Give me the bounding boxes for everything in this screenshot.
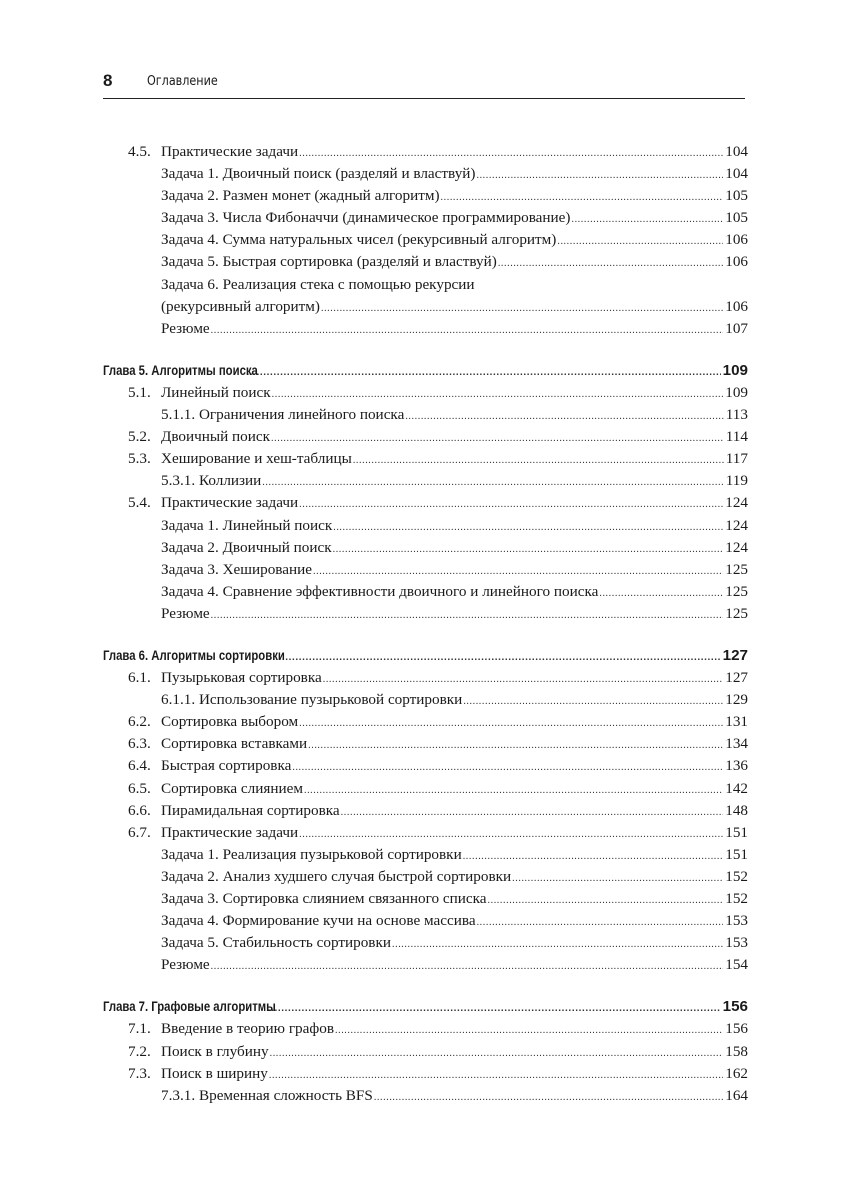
toc-entry-number: 7.3. <box>128 1064 151 1082</box>
toc-page-number: 114 <box>725 428 748 446</box>
dot-leader <box>512 868 723 890</box>
toc-entry-number: 6.1. <box>128 669 151 687</box>
dot-leader <box>268 998 721 1020</box>
dot-leader <box>278 647 720 669</box>
toc-entry-text <box>161 910 725 934</box>
toc-entry-title: Глава 5. Алгоритмы поиска <box>103 362 258 378</box>
toc-page-number: 152 <box>725 867 748 885</box>
toc-entry-text <box>161 559 725 583</box>
toc-entry-title: Задача 1. Двоичный поиск (разделяй и властвуй) <box>161 165 476 183</box>
toc-entry-number: 7.2. <box>128 1042 151 1060</box>
toc-page-number: 164 <box>725 1086 748 1104</box>
dot-leader <box>341 802 724 824</box>
toc-entry-text <box>128 448 726 472</box>
toc-entry[interactable] <box>103 954 748 976</box>
dot-leader <box>599 583 723 605</box>
dot-leader <box>211 320 724 342</box>
table-of-contents <box>103 141 748 1107</box>
toc-entry[interactable] <box>103 755 748 777</box>
toc-page-number: 109 <box>725 383 748 401</box>
dot-leader <box>246 362 720 384</box>
toc-page-number: 129 <box>725 691 748 709</box>
toc-entry-text <box>161 932 725 956</box>
toc-entry[interactable] <box>103 822 748 844</box>
toc-page-number: 124 <box>725 516 748 534</box>
toc-entry[interactable] <box>103 515 748 537</box>
toc-entry-title: Резюме <box>161 956 210 974</box>
toc-page-number: 104 <box>725 165 748 183</box>
dot-leader <box>405 406 723 428</box>
dot-leader <box>308 735 723 757</box>
toc-entry-number: 4.5. <box>128 143 151 160</box>
toc-entry[interactable] <box>103 185 748 207</box>
toc-page-number: 156 <box>722 998 748 1016</box>
toc-entry-title: 5.1.1. Ограничения линейного поиска <box>161 406 405 424</box>
dot-leader <box>333 517 723 539</box>
toc-entry[interactable] <box>103 581 748 603</box>
section-gap <box>103 340 748 360</box>
toc-entry-number: 5.1. <box>128 383 151 401</box>
toc-entry-number: 6.7. <box>128 823 151 841</box>
dot-leader <box>498 253 723 275</box>
toc-entry-text <box>128 778 725 802</box>
toc-entry-line <box>161 296 748 318</box>
dot-leader <box>392 934 723 956</box>
toc-chapter-entry[interactable] <box>103 996 748 1018</box>
dot-leader <box>476 165 723 187</box>
toc-page-number: 124 <box>725 494 748 512</box>
toc-entry[interactable] <box>103 207 748 229</box>
toc-entry[interactable] <box>103 141 748 163</box>
toc-page-number: 153 <box>725 934 748 952</box>
toc-page-number: 109 <box>722 361 748 379</box>
dot-leader <box>299 824 723 846</box>
toc-page-number: 106 <box>725 253 748 271</box>
toc-entry-title: Практические задачи <box>161 494 299 512</box>
toc-page-number: 156 <box>725 1020 748 1038</box>
toc-entry-text <box>128 1063 725 1087</box>
toc-entry-title: Задача 2. Анализ худшего случая быстрой сортировки <box>161 867 512 885</box>
dot-leader <box>211 605 724 627</box>
toc-entry-text <box>128 733 725 757</box>
toc-entry[interactable] <box>103 1063 748 1085</box>
toc-entry-text <box>128 667 725 691</box>
toc-page-number: 106 <box>725 297 748 315</box>
toc-entry-title: Введение в теорию графов <box>161 1020 334 1038</box>
toc-entry-text <box>128 141 725 165</box>
toc-entry-number: 5.2. <box>128 428 151 446</box>
dot-leader <box>299 143 723 165</box>
toc-entry-title: Задача 5. Стабильность сортировки <box>161 934 391 952</box>
toc-entry[interactable] <box>103 492 748 514</box>
toc-entry[interactable] <box>103 382 748 404</box>
toc-entry[interactable] <box>103 1041 748 1063</box>
toc-page-number: 125 <box>725 582 748 600</box>
toc-entry-title: 7.3.1. Временная сложность BFS <box>161 1086 373 1104</box>
toc-entry-text <box>161 844 725 868</box>
toc-entry[interactable] <box>103 800 748 822</box>
toc-chapter-entry[interactable] <box>103 360 748 382</box>
toc-entry-title: Линейный поиск <box>161 383 271 401</box>
toc-entry-title: Задача 3. Сортировка слиянием связанного списка <box>161 890 487 907</box>
dot-leader <box>272 384 724 406</box>
toc-page-number: 152 <box>725 890 748 907</box>
dot-leader <box>262 472 724 494</box>
dot-leader <box>477 912 724 934</box>
dot-leader <box>333 539 724 561</box>
page-number: 8 <box>103 71 113 90</box>
toc-entry-text <box>103 645 723 669</box>
dot-leader <box>269 1065 723 1087</box>
toc-page-number: 117 <box>725 450 748 468</box>
dot-leader <box>313 561 723 583</box>
toc-entry-text <box>128 800 725 824</box>
toc-entry-title: Задача 4. Сумма натуральных чисел (рекурсивный алгоритм) <box>161 231 557 249</box>
toc-entry-text <box>128 711 725 735</box>
dot-leader <box>270 1043 724 1065</box>
toc-entry-number: 5.3. <box>128 450 151 468</box>
toc-page-number: 151 <box>725 823 748 841</box>
toc-entry-text <box>161 229 725 253</box>
toc-entry[interactable] <box>103 251 748 273</box>
toc-page-number: 131 <box>725 713 748 731</box>
toc-entry[interactable] <box>103 910 748 932</box>
toc-entry-text <box>161 251 725 275</box>
toc-entry[interactable] <box>103 844 748 866</box>
toc-entry-title: Задача 3. Числа Фибоначчи (динамическое программирование) <box>161 209 571 227</box>
toc-entry-title: Задача 1. Линейный поиск <box>161 516 333 534</box>
toc-entry-title: Сортировка вставками <box>161 735 308 753</box>
toc-entry-text <box>128 318 725 342</box>
toc-entry-title: Задача 4. Сравнение эффективности двоичного и линейного поиска <box>161 582 599 600</box>
toc-entry-text <box>161 689 725 713</box>
toc-page-number: 125 <box>725 604 748 622</box>
toc-entry-text <box>103 360 723 384</box>
toc-entry-number: 6.5. <box>128 779 151 797</box>
toc-entry[interactable] <box>103 448 748 470</box>
toc-entry[interactable] <box>103 229 748 251</box>
dot-leader <box>271 428 724 450</box>
toc-entry[interactable] <box>103 163 748 185</box>
toc-page-number: 158 <box>725 1042 748 1060</box>
dot-leader <box>304 780 723 802</box>
toc-entry-title: Задача 6. Реализация стека с помощью рекурсии <box>161 275 475 293</box>
toc-entry-title: Практические задачи <box>161 143 299 160</box>
toc-entry[interactable] <box>103 888 748 910</box>
toc-entry-number: 6.2. <box>128 713 151 731</box>
toc-entry[interactable] <box>103 1085 748 1107</box>
toc-entry-title: Двоичный поиск <box>161 428 271 446</box>
toc-entry-number: 6.6. <box>128 801 151 819</box>
toc-entry-text <box>161 581 725 605</box>
toc-entry-text <box>161 207 725 231</box>
toc-entry[interactable] <box>103 667 748 689</box>
toc-entry-text <box>161 537 725 561</box>
toc-entry[interactable] <box>103 711 748 733</box>
toc-entry-number: 5.4. <box>128 494 151 512</box>
toc-entry[interactable] <box>103 426 748 448</box>
toc-entry-title: 5.3.1. Коллизии <box>161 472 262 490</box>
dot-leader <box>292 757 723 779</box>
toc-entry-text <box>161 404 726 428</box>
toc-entry-text <box>128 492 725 516</box>
dot-leader <box>299 494 723 516</box>
toc-page-number: 104 <box>725 143 748 160</box>
toc-entry-text <box>128 426 726 450</box>
dot-leader <box>211 956 724 978</box>
toc-page-number: 106 <box>725 231 748 249</box>
toc-page-number: 153 <box>725 912 748 930</box>
toc-entry-title: Сортировка выбором <box>161 713 299 731</box>
toc-entry[interactable] <box>103 318 748 340</box>
toc-entry[interactable] <box>103 559 748 581</box>
toc-entry-text <box>161 163 725 187</box>
toc-entry-title: Практические задачи <box>161 823 299 841</box>
toc-entry-title: Глава 7. Графовые алгоритмы <box>103 999 276 1015</box>
toc-entry[interactable] <box>103 866 748 888</box>
dot-leader <box>374 1087 723 1109</box>
toc-entry-title: Хеширование и хеш-таблицы <box>161 450 352 468</box>
toc-page-number: 107 <box>725 319 748 337</box>
dot-leader <box>571 209 723 231</box>
dot-leader <box>557 231 723 253</box>
toc-entry-title: 6.1.1. Использование пузырьковой сортировки <box>161 691 463 709</box>
toc-page-number: 124 <box>725 538 748 556</box>
toc-entry[interactable] <box>103 603 748 625</box>
dot-leader <box>463 846 724 868</box>
toc-entry-text <box>161 888 725 912</box>
toc-entry-text <box>161 185 725 209</box>
dot-leader <box>299 713 723 735</box>
toc-entry-text <box>128 1041 725 1065</box>
toc-entry-text <box>128 755 725 779</box>
toc-entry[interactable] <box>103 932 748 954</box>
page-header <box>103 68 745 99</box>
toc-entry-title: Сортировка слиянием <box>161 779 303 797</box>
toc-entry-title: Задача 4. Формирование кучи на основе массива <box>161 912 476 930</box>
toc-entry-title: Пирамидальная сортировка <box>161 801 340 819</box>
running-head: Оглавление <box>147 74 218 89</box>
toc-page-number: 134 <box>725 735 748 753</box>
toc-entry-title: Поиск в глубину <box>161 1042 269 1060</box>
dot-leader <box>321 298 723 320</box>
dot-leader <box>323 669 723 691</box>
toc-page-number: 162 <box>725 1064 748 1082</box>
toc-entry-title: Быстрая сортировка <box>161 757 292 775</box>
toc-entry-title: Резюме <box>161 604 210 622</box>
toc-entry-title: Задача 5. Быстрая сортировка (разделяй и властвуй) <box>161 253 497 271</box>
toc-entry-text <box>161 515 725 539</box>
toc-chapter-entry[interactable] <box>103 645 748 667</box>
toc-entry-title: Задача 3. Хеширование <box>161 560 312 578</box>
toc-entry-text <box>161 274 748 318</box>
toc-entry-title-continuation: (рекурсивный алгоритм) <box>161 297 320 315</box>
toc-page-number: 127 <box>722 646 748 664</box>
dot-leader <box>353 450 724 472</box>
toc-page-number: 136 <box>725 757 748 775</box>
toc-entry[interactable] <box>103 689 748 711</box>
section-gap <box>103 625 748 645</box>
toc-entry-number: 6.4. <box>128 757 151 775</box>
toc-entry-text <box>128 382 725 406</box>
toc-page-number: 148 <box>725 801 748 819</box>
toc-entry-title: Задача 2. Размен монет (жадный алгоритм) <box>161 187 440 205</box>
toc-entry[interactable] <box>103 1018 748 1040</box>
toc-page-number: 119 <box>725 472 748 490</box>
toc-entry-title: Задача 2. Двоичный поиск <box>161 538 332 556</box>
toc-entry[interactable] <box>103 470 748 492</box>
toc-entry[interactable] <box>103 733 748 755</box>
dot-leader <box>488 890 724 912</box>
toc-entry-text <box>128 1018 725 1042</box>
dot-leader <box>335 1020 723 1042</box>
toc-entry-text <box>128 822 725 846</box>
toc-page-number: 105 <box>725 209 748 227</box>
toc-entry-title: Поиск в ширину <box>161 1064 268 1082</box>
toc-entry-title: Пузырьковая сортировка <box>161 669 322 687</box>
toc-entry-text <box>161 470 726 494</box>
toc-page-number: 151 <box>725 845 748 863</box>
toc-entry[interactable] <box>103 404 748 426</box>
toc-entry-text <box>161 866 725 890</box>
toc-entry-text <box>128 954 725 978</box>
toc-page-number: 105 <box>725 187 748 205</box>
toc-page-number: 127 <box>725 669 748 687</box>
toc-entry-title: Глава 6. Алгоритмы сортировки <box>103 647 285 663</box>
toc-entry-text <box>128 603 725 627</box>
toc-page-number: 125 <box>725 560 748 578</box>
toc-entry-text <box>103 996 723 1020</box>
toc-page-number: 113 <box>725 406 748 424</box>
toc-entry-title: Задача 1. Реализация пузырьковой сортировки <box>161 845 462 863</box>
toc-page-number: 154 <box>725 956 748 974</box>
dot-leader <box>463 691 723 713</box>
toc-entry[interactable] <box>103 274 748 318</box>
toc-entry-title: Резюме <box>161 319 210 337</box>
section-gap <box>103 976 748 996</box>
toc-entry-number: 6.3. <box>128 735 151 753</box>
toc-page-number: 142 <box>725 779 748 797</box>
toc-entry-text <box>161 1085 725 1109</box>
dot-leader <box>441 187 724 209</box>
toc-entry[interactable] <box>103 537 748 559</box>
toc-entry[interactable] <box>103 778 748 800</box>
toc-entry-number: 7.1. <box>128 1020 151 1038</box>
